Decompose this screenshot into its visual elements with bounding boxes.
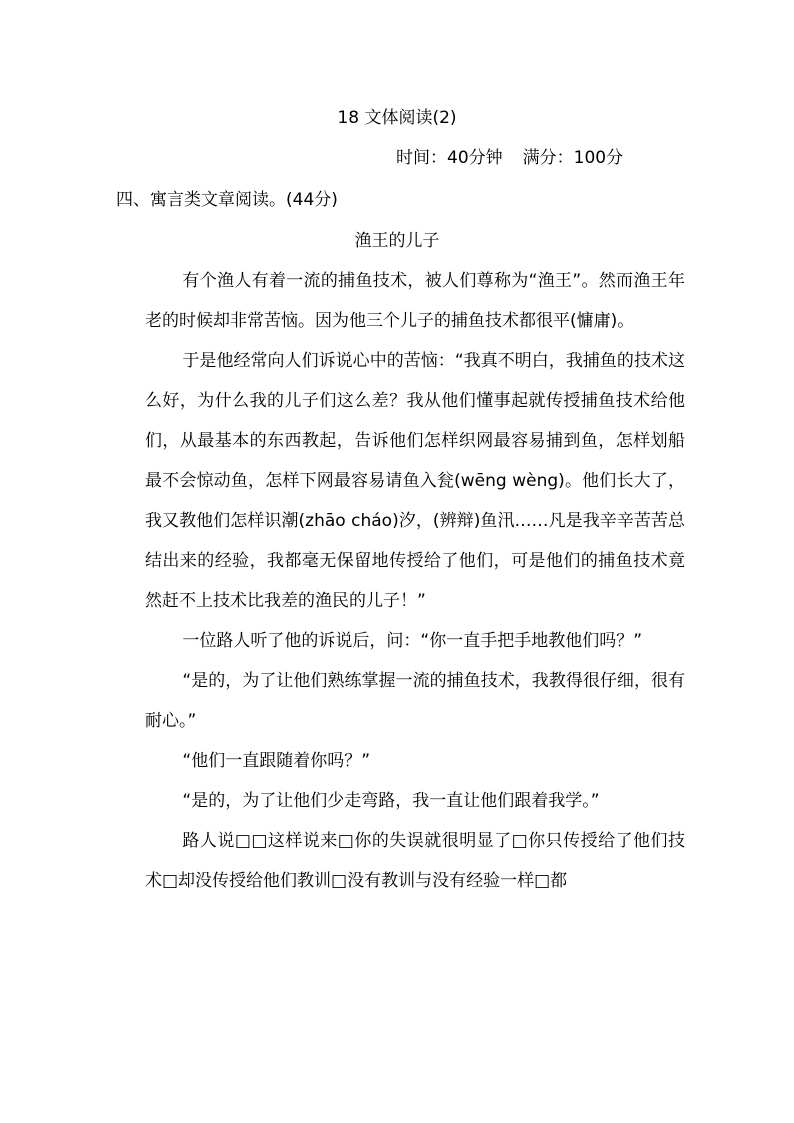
full-score: 满分：100分 (522, 148, 624, 168)
paragraph: 一位路人听了他的诉说后，问：“你一直手把手地教他们吗？” (182, 631, 643, 651)
paragraph: 于是他经常向人们诉说心中的苦恼：“我真不明白，我捕鱼的技术这么好，为什么我的儿子们这么差？我从他们懂事起就传授捕鱼技术给他们，从最基本的东西教起，告诉他们怎样织网最容易捕到鱼，怎样划船最不会惊动鱼，怎样下网最容易请鱼入瓮(wēng wèng)。他们长大了，我又教他们怎样识潮(zhāo cháo)汐，(辨辩)鱼汛……凡是我辛辛苦苦总结出来的经验，我都毫无保留地传授给了他们，可是他们的捕鱼技术竟然赶不上技术比我差的渔民的儿子！” (145, 351, 685, 611)
paragraph: 有个渔人有着一流的捕鱼技术，被人们尊称为“渔王”。然而渔王年老的时候却非常苦恼。因为他三个儿子的捕鱼技术都很平(慵庸)。 (145, 271, 685, 331)
worksheet-title: 18 文体阅读(2) (337, 108, 457, 128)
story-title: 渔王的儿子 (354, 231, 440, 251)
section-heading: 四、寓言类文章阅读。(44分) (116, 190, 338, 210)
time-limit: 时间：40分钟 (396, 148, 503, 168)
story-body (145, 261, 685, 901)
paragraph: 路人说□□这样说来□你的失误就很明显了□你只传授给了他们技术□却没传授给他们教训□没有教训与没有经验一样□都 (145, 831, 685, 891)
paragraph: “他们一直跟随着你吗？” (182, 751, 371, 771)
paragraph: “是的，为了让他们少走弯路，我一直让他们跟着我学。” (182, 791, 600, 811)
paragraph: “是的，为了让他们熟练掌握一流的捕鱼技术，我教得很仔细，很有耐心。” (145, 671, 685, 731)
exam-meta (396, 144, 623, 172)
